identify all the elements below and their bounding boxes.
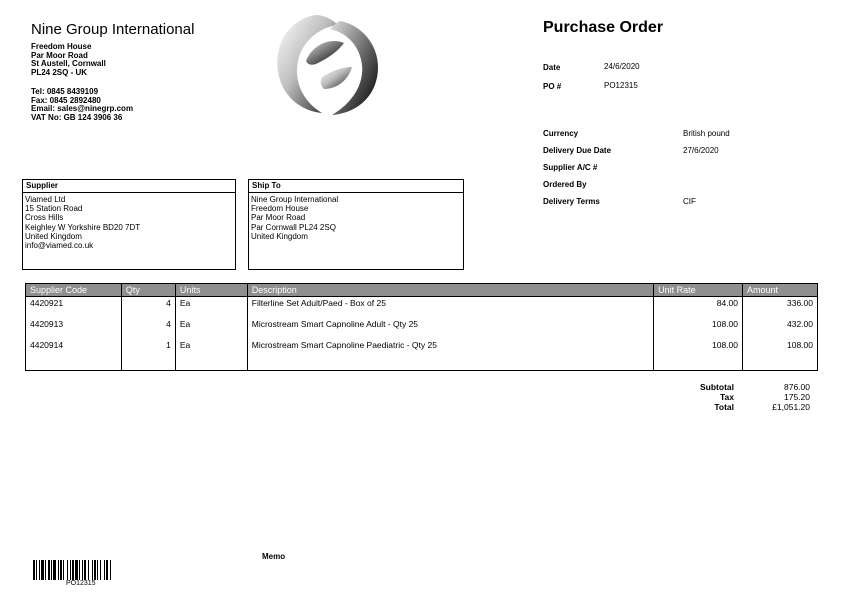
table-row [26,297,818,318]
subtotal-value: 876.00 [784,382,810,392]
table-filler-row [26,360,818,371]
cell-description: Microstream Smart Capnoline Paediatric - Qty 25 [247,339,653,360]
ship-to-address-line: Par Cornwall PL24 2SQ [251,222,336,232]
ship-to-address-line: Par Moor Road [251,213,306,223]
supplier-address-line: Cross Hills [25,213,64,223]
ship-to-address [249,193,463,243]
cell-supplier-code: 4420914 [26,339,122,360]
cell-unit-rate: 84.00 [654,297,743,318]
po-number-value: PO12315 [604,81,638,90]
company-address-line: St Austell, Cornwall [31,59,106,68]
supplier-address-line: 15 Station Road [25,204,83,214]
company-contact-line: VAT No: GB 124 3906 36 [31,112,123,122]
subtotal-label: Subtotal [700,382,734,392]
delivery-due-date-label: Delivery Due Date [543,146,612,155]
supplier-address-line: Keighley W Yorkshire BD20 7DT [25,222,141,232]
total-label: Total [714,402,734,412]
column-header-description: Description [247,284,653,297]
ship-to-address-line: Nine Group International [251,195,339,204]
tax-value: 175.20 [784,392,810,402]
currency-label: Currency [543,129,579,138]
tax-label: Tax [719,392,734,402]
company-contact-line: Fax: 0845 2892480 [31,95,101,105]
supplier-address-line: info@viamed.co.uk [25,241,94,251]
column-header-qty: Qty [121,284,175,297]
cell-units: Ea [175,318,247,339]
cell-units: Ea [175,297,247,318]
cell-amount: 108.00 [743,339,818,360]
cell-description: Microstream Smart Capnoline Adult - Qty 25 [247,318,653,339]
date-label: Date [543,63,561,72]
company-logo [272,11,384,117]
cell-unit-rate: 108.00 [654,339,743,360]
company-address [31,43,106,77]
ship-to-heading: Ship To [249,180,463,193]
document-title: Purchase Order [543,19,664,36]
ordered-by-label: Ordered By [543,180,587,189]
company-name: Nine Group International [31,21,195,38]
barcode-image [33,560,134,580]
cell-qty: 1 [121,339,175,360]
table-row [26,339,818,360]
column-header-amount: Amount [743,284,818,297]
cell-qty: 4 [121,297,175,318]
column-header-supplier-code: Supplier Code [26,284,122,297]
po-number-label: PO # [543,82,562,91]
ship-to-address-line: United Kingdom [251,231,308,241]
column-header-units: Units [175,284,247,297]
company-contact-line: Tel: 0845 8439109 [31,87,99,96]
company-address-line: PL24 2SQ - UK [31,67,88,77]
supplier-address [23,193,235,252]
supplier-heading: Supplier [23,180,235,193]
date-value: 24/6/2020 [604,62,640,71]
cell-amount: 336.00 [743,297,818,318]
ship-to-address-line: Freedom House [251,204,309,214]
table-header-row [26,284,818,297]
cell-description: Filterline Set Adult/Paed - Box of 25 [247,297,653,318]
company-address-line: Freedom House [31,42,92,51]
ship-to-box [248,179,464,270]
cell-supplier-code: 4420921 [26,297,122,318]
line-items-table [25,283,818,371]
company-contact-line: Email: sales@ninegrp.com [31,104,134,113]
table-row [26,318,818,339]
company-contact [31,88,133,122]
cell-supplier-code: 4420913 [26,318,122,339]
supplier-address-line: United Kingdom [25,231,82,241]
cell-unit-rate: 108.00 [654,318,743,339]
cell-amount: 432.00 [743,318,818,339]
delivery-terms-value: CIF [683,197,696,206]
barcode-text: PO12315 [66,580,96,587]
currency-value: British pound [683,129,730,138]
delivery-due-date-value: 27/6/2020 [683,146,719,155]
cell-units: Ea [175,339,247,360]
column-header-unit-rate: Unit Rate [654,284,743,297]
total-value: £1,051.20 [772,402,810,412]
supplier-account-label: Supplier A/C # [543,163,598,172]
company-address-line: Par Moor Road [31,50,88,60]
cell-qty: 4 [121,318,175,339]
delivery-terms-label: Delivery Terms [543,197,600,206]
supplier-address-line: Viamed Ltd [25,195,66,204]
memo-label: Memo [262,552,286,561]
supplier-box [22,179,236,270]
